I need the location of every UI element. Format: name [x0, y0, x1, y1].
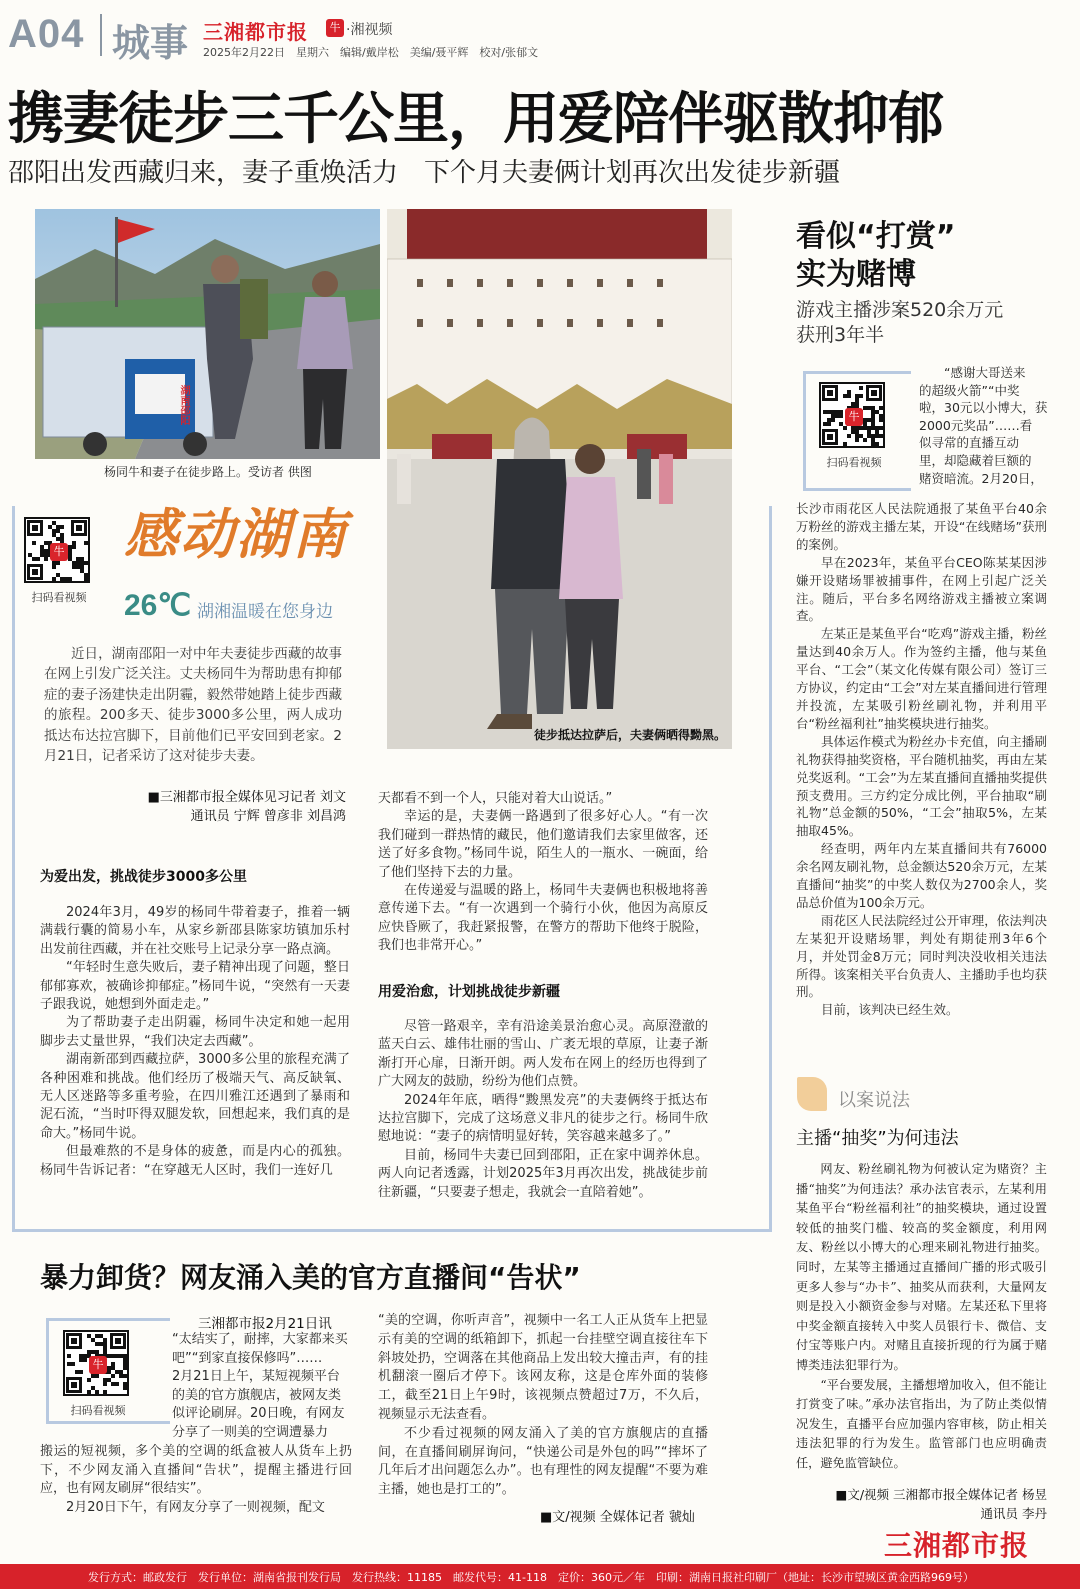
bottom-dateline: 三湘都市报2月21日讯 — [198, 1316, 332, 1332]
bottom-col1-wrapped: “太结实了，耐摔，大家都来买 吧”“到家直接保修吗”…… 2月21日上午，某短视频平台 的美的官方旗舰店，被网友类 似评论刷屏。20日晚，有网友 分享了一则美的空调遭暴力 — [172, 1332, 348, 1440]
main-qr-block[interactable] — [24, 517, 94, 605]
qr-center-logo-icon: 牛 — [50, 543, 68, 561]
main-byline-correspondents: 通讯员 宁辉 曾彦非 刘昌鸿 — [190, 809, 346, 824]
right-title-line1: 看似“打赏” — [796, 219, 956, 254]
case-body: 网友、粉丝刷礼物为何被认定为赌资？主播“抽奖”为何违法？承办法官表示，左某利用某鱼平台“粉丝福利社”的抽奖模块，通过设置较低的抽奖门槛、较高的奖金额度，利用网友、粉丝以小博大的心理来刷礼物进行抽奖。同时，左某等主播通过直播间广播的形式吸引更多人参与“办卡”、抽奖从而获利，大量网友则是投入小额资金参与对赌。左某还私下里将中奖金额直接转入中奖人员银行卡、微信、支付宝等账户内。对赌且直接折现的行为属于赌博类违法犯罪行为。 “平台要发展，主播想增加收入，但不能让打赏变了味。”承办法官指出，为了防止类似情况发生，直播平台应加强内容审核，防止相关违法犯罪的行为发生。监管部门也应明确责任，避免监管缺位。 — [796, 1162, 1047, 1470]
right-byline: ■文/视频 三湘都市报全媒体记者 杨昱 通讯员 李丹 — [835, 1487, 1047, 1521]
bottom-headline: 暴力卸货？网友涌入美的官方直播间“告状” — [40, 1261, 581, 1294]
video-logo-icon: 牛 — [326, 19, 344, 37]
main-byline-reporter: ■三湘都市报全媒体见习记者 刘文 — [147, 790, 346, 805]
main-column-2a: 天都看不到一个人，只能对着大山说话。” 幸运的是，夫妻俩一路遇到了很多好心人。“有一次我们碰到一群热情的藏民，他们邀请我们去家里做客，还送了好多食物。”杨同牛说，陌生人的一瓶水、一碗面，给了他们坚持下去的力量。 在传递爱与温暖的路上，杨同牛夫妻俩也积极地将善意传递下去。“有一次遇到一个骑行小伙，他因为高原反应快昏厥了，我赶紧报警，在警方的帮助下他终于脱险，我们也非常开心。” — [378, 791, 708, 954]
bottom-qr-label: 扫码看视频 — [70, 1404, 126, 1417]
page-number: A04 — [8, 12, 85, 56]
right-qr-block[interactable] — [819, 382, 889, 470]
right-subtitle-line2: 获刑3年半 — [796, 324, 885, 346]
qr-center-logo-icon: 牛 — [89, 1356, 107, 1374]
lead-paragraph: 近日，湖南邵阳一对中年夫妻徒步西藏的故事在网上引发广泛关注。丈夫杨同牛为帮助患有抑郁症的妻子汤建快走出阴霾，毅然带她踏上徒步西藏的旅程。200多天、徒步3000多公里，两人成功抵达布达拉宫脚下，目前他们已平安回到老家。2月21日，记者采访了这对徒步夫妻。 — [44, 646, 342, 765]
brand-temperature: 26℃ — [124, 589, 192, 622]
right-subtitle-line1: 游戏主播涉案520余万元 — [796, 299, 1004, 321]
bottom-col1-rest: 搬运的短视频，多个美的空调的纸盒被人从货车上扔下，不少网友涌入直播间“告状”，提醒主播进行回应，也有网友刷屏“很结实”。 2月20日下午，有网友分享了一则视频，配文 — [40, 1444, 352, 1515]
footer-info: 发行方式：邮政发行 发行单位：湖南省报刊发行局 发行热线：11185 邮发代号：41-118 定价：360元／年 印刷：湖南日报社印刷厂（地址：长沙市望城区黄金西路969号） — [88, 1571, 974, 1584]
bottom-qr-block[interactable] — [63, 1330, 133, 1418]
right-qr-code[interactable] — [819, 382, 885, 448]
right-story-title — [796, 218, 955, 294]
photo1-caption: 杨同牛和妻子在徒步路上。受访者 供图 — [104, 465, 312, 479]
main-qr-label: 扫码看视频 — [31, 591, 87, 604]
case-tag: 以案说法 — [838, 1090, 910, 1111]
brand-slogan: 湖湘温暖在您身边 — [197, 602, 333, 622]
brand-title: 感动湖南 — [124, 502, 348, 566]
video-brand: ·湘视频 — [346, 22, 393, 38]
right-intro-wrapped: “感谢大哥送来 的超级火箭”“中奖 啦，30元以小博大，获 2000元奖品”……看 似寻常的直播互动 里，却隐藏着巨额的 赌资暗流。2月20日， — [919, 365, 1048, 486]
right-story-subtitle — [796, 298, 1003, 348]
quote-mark-icon — [797, 1077, 827, 1111]
main-headline: 携妻徒步三千公里，用爱陪伴驱散抑郁 — [8, 87, 943, 152]
photo-couple-on-road — [35, 209, 380, 459]
right-story-body: 长沙市雨花区人民法院通报了某鱼平台40余万粉丝的游戏主播左某，开设“在线赌场”获刑的案例。 早在2023年，某鱼平台CEO陈某某因涉嫌开设赌场罪被捕事件，在网上引起广泛关注。随后，平台多名网络游戏主播被立案调查。 左某正是某鱼平台“吃鸡”游戏主播，粉丝量达到40余万人。作为签约主播，他与某鱼平台、“工会”（某文化传媒有限公司）签订三方协议，约定由“工会”对左某直播间进行管理并投流，左某吸引粉丝刷礼物，并利用平台“粉丝福利社”抽奖模块进行抽奖。 具体运作模式为粉丝办卡充值，向主播刷礼物获得抽奖资格，平台随机抽奖，再由左某兑奖返利。“工会”为左某直播间直播抽奖提供预支费用。三方约定分成比例，平台抽取“刷礼物”总金额的50%，“工会”抽取5%，左某抽取45%。 经查明，两年内左某直播间共有76000余名网友刷礼物，总金额达520余万元，左某直播间“抽奖”的中奖人数仅为2700余人，奖品总价值为100余万元。 雨花区人民法院经过公开审理，依法判决左某犯开设赌场罪，判处有期徒刑3年6个月，并处罚金8万元；同时判决没收相关违法所得。该案相关平台负责人、主播助手也均获刑。 目前，该判决已经生效。 — [796, 501, 1047, 1018]
section-name: 城事 — [112, 21, 189, 65]
footer-logo: 三湘都市报 — [884, 1529, 1030, 1562]
bottom-col2: “美的空调，你听声音”，视频中一名工人正从货车上把显示有美的空调的纸箱卸下，抓起一台挂壁空调直接往车下斜坡处扔，空调落在其他商品上发出较大撞击声，有的挂机翻滚一圈后才停下。该网友称，这是仓库外面的装修工，截至21日上午9时，该视频点赞超过7万，不久后，视频显示无法查看。 不少看过视频的网友涌入了美的官方旗舰店的直播间，在直播间刷屏询问，“快递公司是外包的吗”“摔坏了几年后才出问题怎么办”。也有理性的网友提醒“不要为难主播，她也是打工的”。 — [378, 1313, 708, 1498]
main-qr-code[interactable] — [24, 517, 90, 583]
qr-center-logo-icon: 牛 — [845, 408, 863, 426]
right-qr-label: 扫码看视频 — [826, 456, 882, 469]
section2-title: 用爱治愈，计划挑战徒步新疆 — [378, 984, 560, 1000]
main-column-2b: 尽管一路艰辛，幸有沿途美景治愈心灵。高原澄澈的蓝天白云、雄伟壮丽的雪山、广袤无垠的草原，让妻子渐渐打开心扉，日渐开朗。两人发布在网上的经历也得到了广大网友的鼓励，纷纷为他们点赞。 2024年年底，晒得“黢黑发亮”的夫妻俩终于抵达布达拉宫脚下，完成了这场意义非凡的徒步之行。杨同牛欣慰地说：“妻子的病情明显好转，笑容越来越多了。” 目前，杨同牛夫妻已回到邵阳，正在家中调养休息。两人向记者透露，计划2025年3月再次出发，挑战徒步前往新疆，“只要妻子想走，我就会一直陪着她”。 — [378, 1019, 708, 1200]
bottom-qr-code[interactable] — [63, 1330, 129, 1396]
page-header — [0, 0, 1080, 78]
header-divider — [100, 14, 102, 56]
photo2-caption: 徒步抵达拉萨后，夫妻俩晒得黝黑。 — [533, 728, 726, 742]
right-title-line2: 实为赌博 — [796, 257, 916, 292]
paper-logo: 三湘都市报 — [203, 20, 308, 44]
date-line: 2025年2月22日 星期六 编辑/戴岸松 美编/聂平辉 校对/张郁文 — [203, 46, 539, 59]
cart-banner-text: 湖南邵阳 — [178, 385, 189, 425]
main-subheadline: 邵阳出发西藏归来，妻子重焕活力 下个月夫妻俩计划再次出发徒步新疆 — [8, 158, 841, 188]
road-scene-illustration — [35, 209, 380, 459]
main-column-1: 2024年3月，49岁的杨同牛带着妻子，推着一辆满载行囊的简易小车，从家乡新邵县陈家坊镇加乐村出发前往西藏，并在社交账号上记录分享一路点滴。 “年轻时生意失败后，妻子精神出现了问题，整日郁郁寡欢，被确诊抑郁症。”杨同牛说，“突然有一天妻子跟我说，她想到外面走走。” 为了帮助妻子走出阴霾，杨同牛决定和她一起用脚步去丈量世界，“我们决定去西藏”。 湖南新邵到西藏拉萨，3000多公里的旅程充满了各种困难和挑战。他们经历了极端天气、高反缺氧、无人区迷路等多重考验，在四川雅江还遇到了暴雨和泥石流，“当时吓得双腿发软，回想起来，我们真的是命大。”杨同牛说。 但最难熬的不是身体的疲惫，而是内心的孤独。杨同牛告诉记者：“在穿越无人区时，我们一连好几 — [40, 905, 350, 1178]
main-byline — [130, 788, 346, 826]
bottom-byline: ■文/视频 全媒体记者 虢灿 — [540, 1510, 695, 1525]
case-title: 主播“抽奖”为何违法 — [796, 1128, 959, 1149]
section1-title: 为爱出发，挑战徒步3000多公里 — [40, 869, 247, 885]
